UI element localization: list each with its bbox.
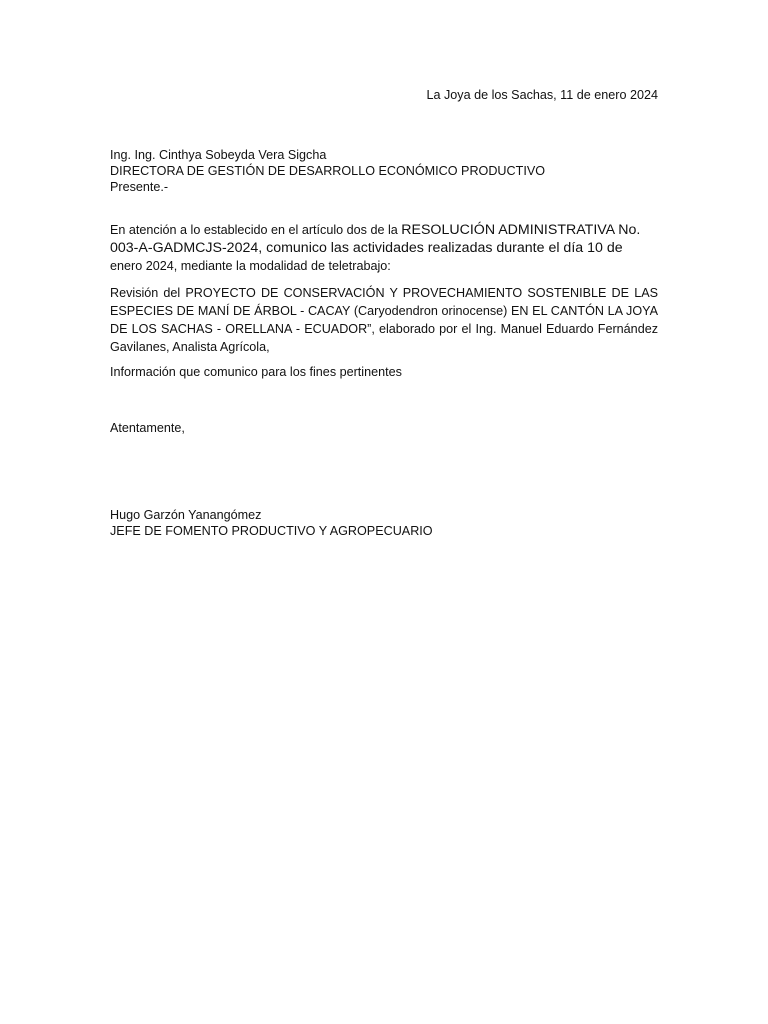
letter-date: La Joya de los Sachas, 11 de enero 2024	[426, 88, 658, 102]
intro-text-start: En atención a lo establecido en el artículo dos de la	[110, 223, 402, 237]
resolution-reference: RESOLUCIÓN ADMINISTRATIVA No. 003-A-GADMCJS-2024, comunico las actividades realizadas durante el día 10 de	[110, 222, 641, 256]
intro-paragraph	[110, 221, 658, 275]
recipient-name: Ing. Ing. Cinthya Sobeyda Vera Sigcha	[110, 148, 327, 162]
farewell: Atentamente,	[110, 421, 185, 435]
recipient-position: DIRECTORA DE GESTIÓN DE DESARROLLO ECONÓMICO PRODUCTIVO	[110, 164, 546, 178]
signer-position: JEFE DE FOMENTO PRODUCTIVO Y AGROPECUARIO	[110, 524, 433, 538]
recipient-greeting: Presente.-	[110, 180, 169, 194]
closing-info: Información que comunico para los fines pertinentes	[110, 365, 402, 379]
signer-name: Hugo Garzón Yanangómez	[110, 508, 262, 522]
body-paragraph: Revisión del PROYECTO DE CONSERVACIÓN Y PROVECHAMIENTO SOSTENIBLE DE LAS ESPECIES DE MANÍ DE ÁRBOL - CACAY (Caryodendron orinocense) EN EL CANTÓN LA JOYA DE LOS SACHAS - ORELLANA - ECUADOR”, elaborado por el Ing. Manuel Eduardo Fernández Gavilanes, Analista Agrícola,	[110, 286, 658, 354]
intro-text-end: enero 2024, mediante la modalidad de teletrabajo:	[110, 259, 391, 273]
